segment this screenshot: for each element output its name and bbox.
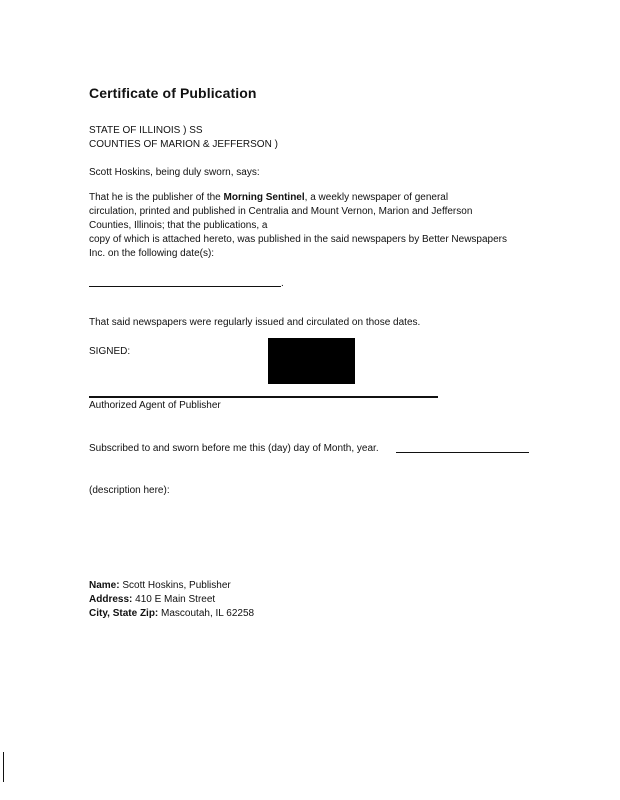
address-value: 410 E Main Street xyxy=(132,594,216,605)
city-value: Mascoutah, IL 62258 xyxy=(158,608,255,619)
address-label: Address: xyxy=(89,594,133,605)
newspaper-name: Morning Sentinel xyxy=(223,192,305,203)
paragraph-line-5: Inc. on the following date(s): xyxy=(89,248,215,259)
line1-post: , a weekly newspaper of general xyxy=(304,192,449,203)
paragraph-line-1 xyxy=(89,191,539,205)
page-title: Certificate of Publication xyxy=(89,85,257,101)
venue-counties: COUNTIES OF MARION & JEFFERSON ) xyxy=(89,139,278,150)
signature-line xyxy=(89,396,438,398)
scan-edge-mark xyxy=(3,752,4,782)
redacted-signature xyxy=(268,338,355,384)
jurat-blank-line xyxy=(396,452,529,453)
affiant-statement: Scott Hoskins, being duly sworn, says: xyxy=(89,167,260,178)
dates-line-period: . xyxy=(281,278,284,289)
regularity-statement: That said newspapers were regularly issued and circulated on those dates. xyxy=(89,317,421,328)
agent-caption: Authorized Agent of Publisher xyxy=(89,400,221,411)
name-value: Scott Hoskins, Publisher xyxy=(119,580,231,591)
line1-pre: That he is the publisher of the xyxy=(89,192,224,203)
jurat-statement: Subscribed to and sworn before me this (day) day of Month, year. xyxy=(89,443,379,454)
publication-paragraph xyxy=(89,191,539,261)
footer-city xyxy=(89,607,254,621)
paragraph-line-3: Counties, Illinois; that the publications, a xyxy=(89,220,268,231)
venue-state: STATE OF ILLINOIS ) SS xyxy=(89,125,203,136)
paragraph-line-2: circulation, printed and published in Centralia and Mount Vernon, Marion and Jefferson xyxy=(89,206,473,217)
name-label: Name: xyxy=(89,580,120,591)
dates-blank-line xyxy=(89,286,281,287)
footer-address xyxy=(89,593,215,607)
signed-label: SIGNED: xyxy=(89,346,131,357)
description-placeholder: (description here): xyxy=(89,485,170,496)
paragraph-line-4: copy of which is attached hereto, was published in the said newspapers by Better Newspapers xyxy=(89,234,508,245)
city-label: City, State Zip: xyxy=(89,608,159,619)
footer-name xyxy=(89,579,231,593)
